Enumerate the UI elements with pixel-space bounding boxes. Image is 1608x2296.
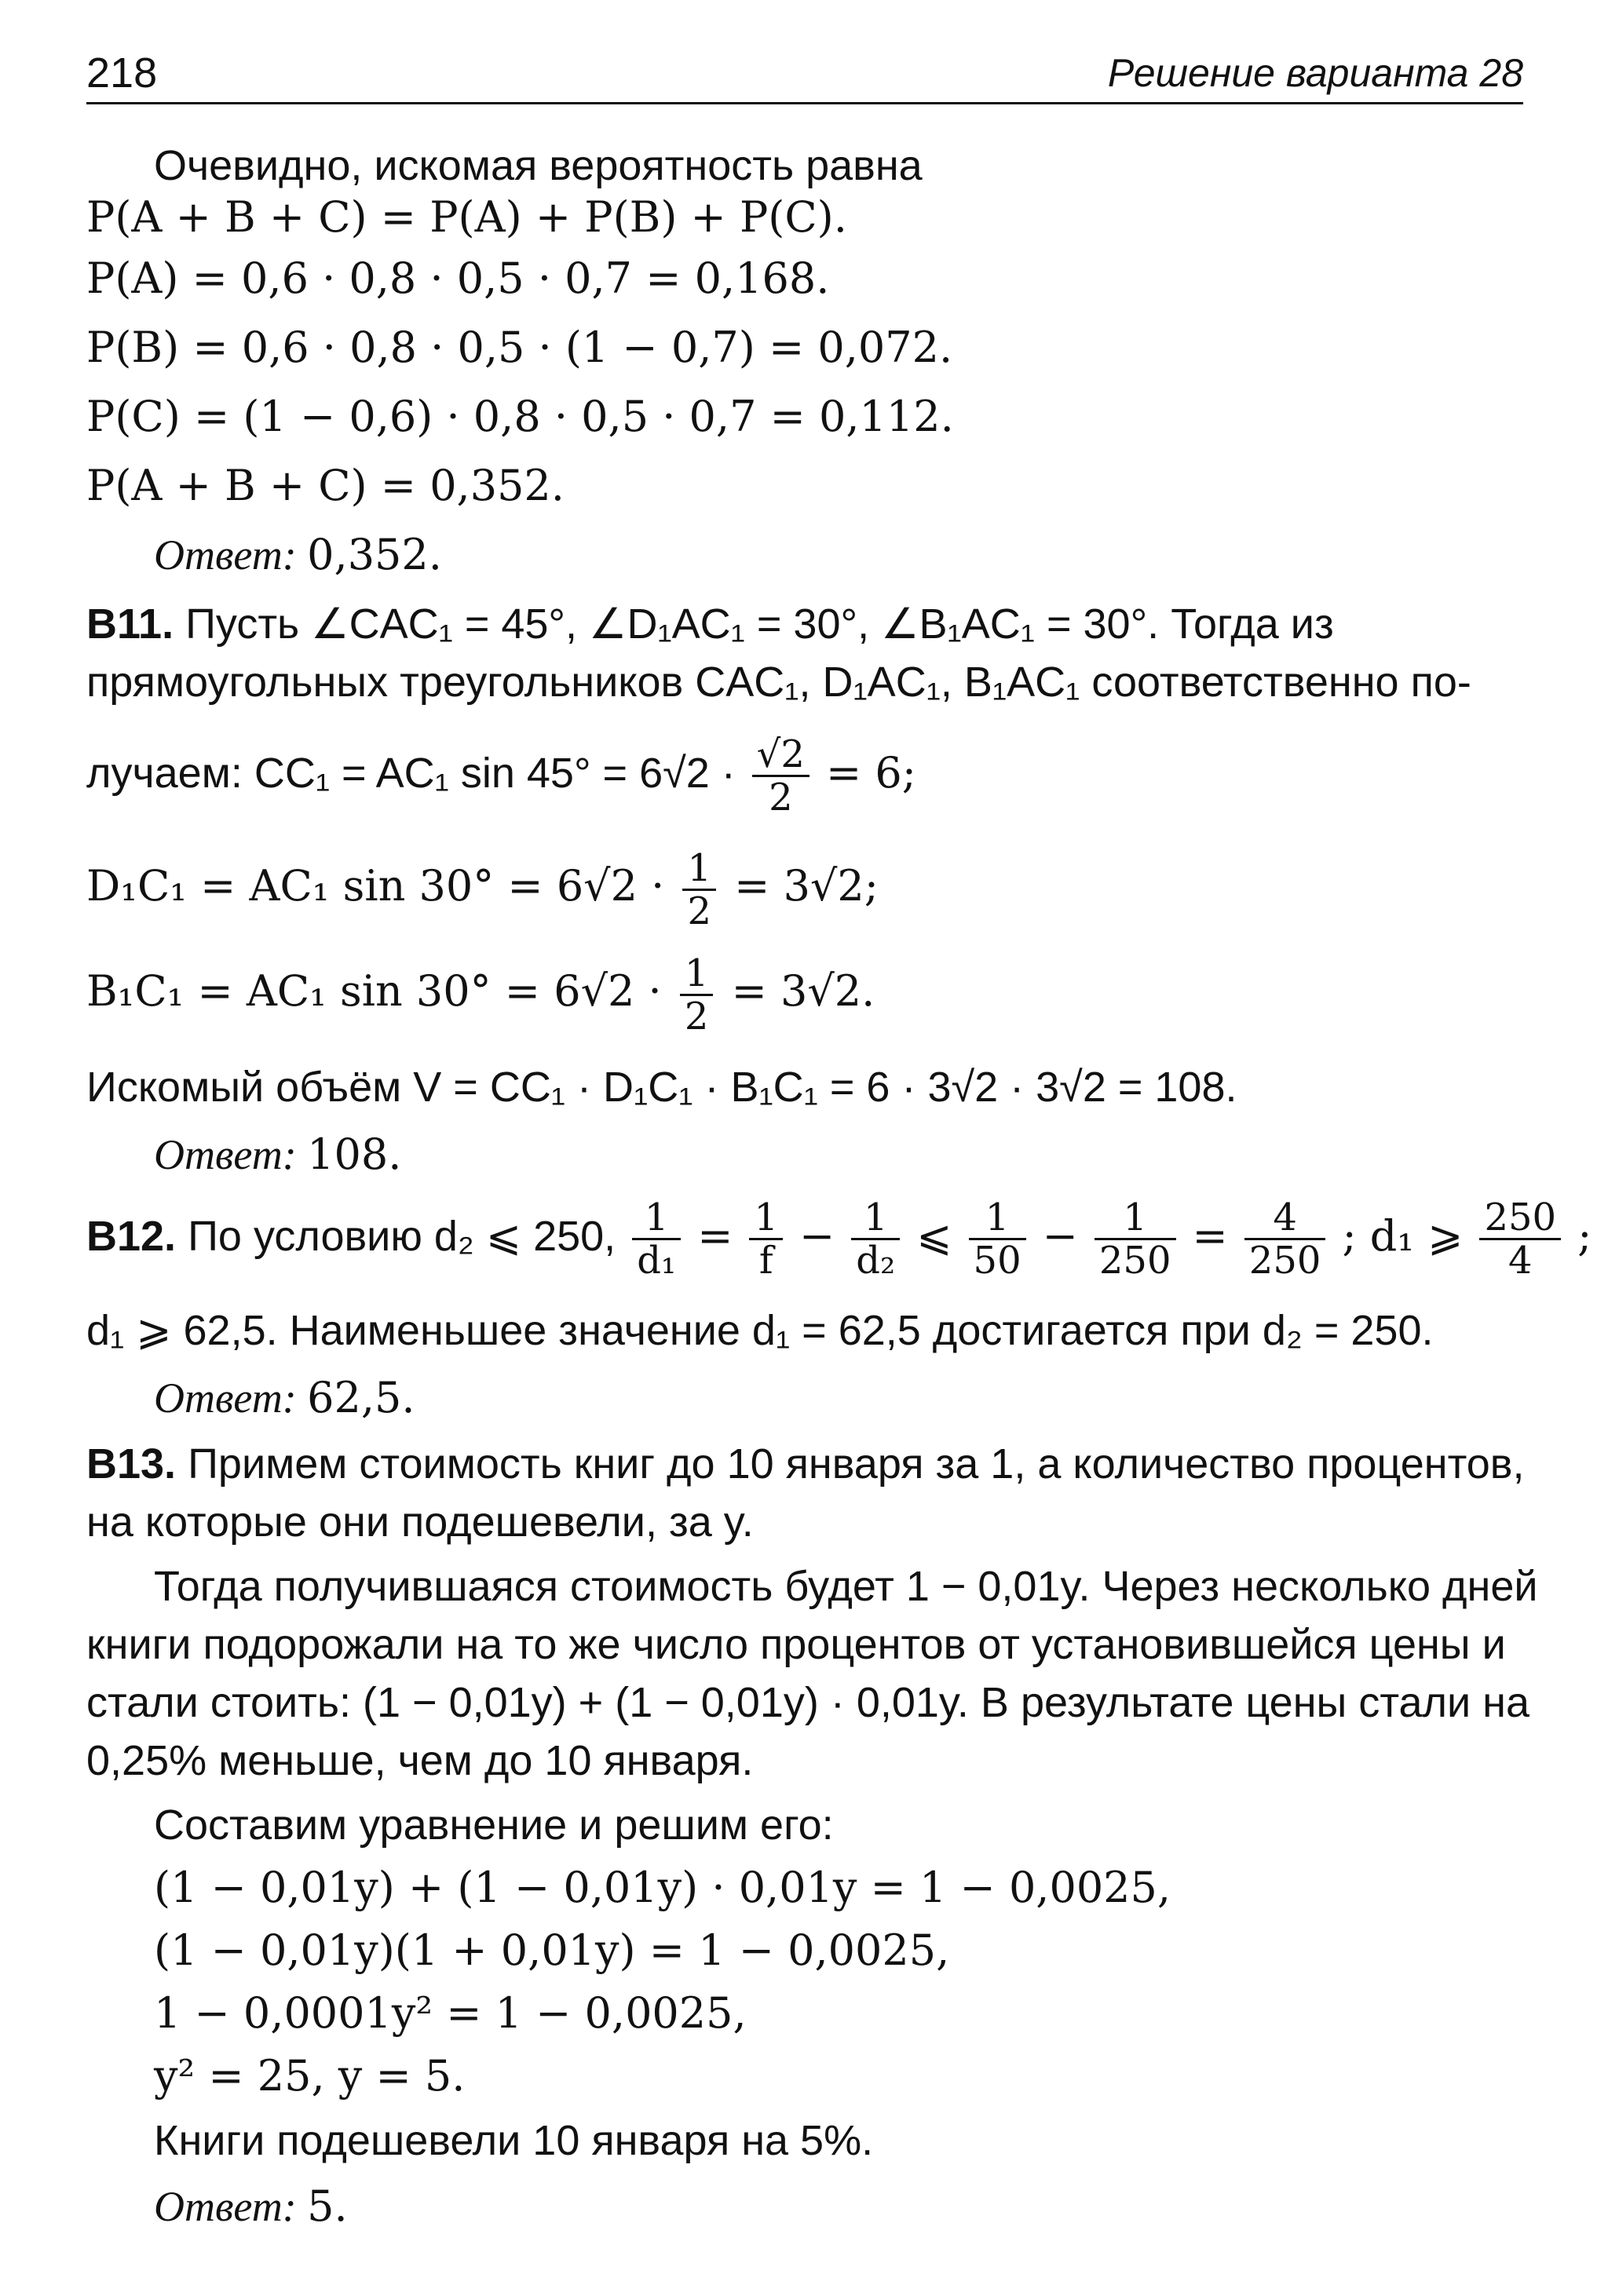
answer-line: [154, 1129, 1591, 1181]
fraction-denominator: d₂: [856, 1239, 896, 1283]
fraction-denominator: 2: [687, 889, 711, 933]
text-line: прямоугольных треугольников CAC₁, D₁AC₁, B₁AC₁ соответственно по-: [86, 659, 1471, 706]
fraction: [749, 1197, 783, 1281]
operator: =: [697, 1211, 733, 1261]
fraction: [1479, 1197, 1561, 1281]
formula-line: [86, 730, 1523, 818]
running-head: Решение варианта 28: [1107, 51, 1523, 95]
text-line: книги подорожали на то же число процентов от установившейся цены и: [86, 1621, 1506, 1668]
answer-label: Ответ:: [154, 2183, 297, 2230]
fraction-numerator: 1: [1095, 1197, 1176, 1240]
fraction-numerator: 1: [682, 848, 716, 891]
text-span: = 3√2;: [734, 861, 879, 911]
fraction-denominator: 4: [1508, 1239, 1533, 1283]
fraction-numerator: 1: [680, 953, 714, 996]
formula-line: [86, 948, 1523, 1037]
fraction: [682, 845, 716, 933]
text-line: d₁ ⩾ 62,5. Наименьшее значение d₁ = 62,5 достигается при d₂ = 250.: [86, 1307, 1434, 1354]
fraction: [969, 1197, 1026, 1281]
text-span: Пусть ∠CAC₁ = 45°, ∠D₁AC₁ = 30°, ∠B₁AC₁ = 30°. Тогда из: [185, 600, 1334, 648]
fraction-denominator: 250: [1098, 1239, 1171, 1283]
formula-line: 1 − 0,0001y² = 1 − 0,0025,: [154, 1988, 747, 2038]
answer-value: 62,5.: [307, 1373, 415, 1422]
text-span: По условию d₂ ⩽ 250,: [188, 1213, 616, 1260]
operator: =: [1192, 1211, 1228, 1261]
answer-label: Ответ:: [154, 1374, 297, 1422]
problem-b11: [86, 598, 1523, 650]
answer-line: [154, 1372, 1591, 1424]
fraction-denominator: 50: [973, 1239, 1021, 1283]
problem-b13: [86, 1438, 1523, 1490]
text-line: Книги подешевели 10 января на 5%.: [154, 2117, 874, 2164]
answer-value: 5.: [307, 2181, 348, 2231]
answer-value: 0,352.: [307, 530, 442, 579]
text-line: стали стоить: (1 − 0,01y) + (1 − 0,01y) · 0,01y. В результате цены стали на: [86, 1679, 1530, 1726]
fraction-denominator: 2: [769, 776, 793, 820]
page-number: 218: [86, 49, 158, 97]
fraction-denominator: d₁: [637, 1239, 677, 1283]
fraction-numerator: √2: [752, 734, 809, 777]
answer-line: [154, 2181, 1591, 2232]
operator: −: [799, 1211, 835, 1261]
fraction: [1095, 1197, 1176, 1281]
answer-label: Ответ:: [154, 531, 297, 579]
text-span: = 6;: [825, 748, 916, 798]
formula-line: (1 − 0,01y) + (1 − 0,01y) · 0,01y = 1 − 0,0025,: [154, 1863, 1171, 1912]
text-line: Очевидно, искомая вероятность равна: [154, 142, 923, 189]
text-span: Примем стоимость книг до 10 января за 1, а количество процентов,: [188, 1440, 1525, 1487]
text-span: лучаем: CC₁ = AC₁ sin 45° = 6√2 ·: [86, 750, 736, 797]
text-line: Искомый объём V = CC₁ · D₁C₁ · B₁C₁ = 6 · 3√2 · 3√2 = 108.: [86, 1064, 1237, 1111]
fraction: [680, 953, 714, 1037]
formula-line: P(A) = 0,6 · 0,8 · 0,5 · 0,7 = 0,168.: [86, 254, 830, 303]
formula-line: y² = 25, y = 5.: [154, 2051, 466, 2101]
text-line: Составим уравнение и решим его:: [154, 1801, 834, 1849]
text-span: ; d₁ ⩾: [1342, 1211, 1464, 1261]
text-line: на которые они подешевели, за y.: [86, 1498, 754, 1546]
text-span: D₁C₁ = AC₁ sin 30° = 6√2 ·: [86, 861, 665, 911]
fraction: [851, 1197, 900, 1281]
operator: ⩽: [916, 1211, 952, 1261]
page-header: [86, 38, 1523, 104]
formula-line: P(B) = 0,6 · 0,8 · 0,5 · (1 − 0,7) = 0,072.: [86, 323, 953, 372]
fraction-denominator: 2: [684, 994, 709, 1038]
fraction: [752, 734, 809, 818]
problem-label: B13.: [86, 1440, 177, 1487]
fraction-denominator: 250: [1248, 1239, 1321, 1283]
text-line: 0,25% меньше, чем до 10 января.: [86, 1737, 754, 1784]
fraction-numerator: 1: [632, 1197, 681, 1240]
fraction-numerator: 1: [851, 1197, 900, 1240]
problem-b12: [86, 1193, 1592, 1283]
answer-value: 108.: [307, 1130, 402, 1179]
answer-line: [154, 529, 1591, 581]
problem-label: B11.: [86, 600, 174, 648]
text-span: = 3√2.: [731, 966, 875, 1016]
fraction: [632, 1197, 681, 1281]
operator: −: [1042, 1211, 1078, 1261]
formula-line: P(A + B + C) = 0,352.: [86, 461, 565, 510]
fraction: [1244, 1197, 1326, 1281]
answer-label: Ответ:: [154, 1131, 297, 1178]
text-span: B₁C₁ = AC₁ sin 30° = 6√2 ·: [86, 966, 662, 1016]
fraction-numerator: 4: [1244, 1197, 1326, 1240]
fraction-numerator: 1: [749, 1197, 783, 1240]
formula-line: P(C) = (1 − 0,6) · 0,8 · 0,5 · 0,7 = 0,112.: [86, 392, 954, 441]
formula-line: (1 − 0,01y)(1 + 0,01y) = 1 − 0,0025,: [154, 1926, 950, 1975]
fraction-denominator: f: [758, 1239, 773, 1283]
fraction-numerator: 250: [1479, 1197, 1561, 1240]
operator: ;: [1577, 1211, 1592, 1261]
text-line: Тогда получившаяся стоимость будет 1 − 0,01y. Через несколько дней: [154, 1563, 1538, 1610]
formula-line: [86, 843, 1523, 932]
fraction-numerator: 1: [969, 1197, 1026, 1240]
problem-label: B12.: [86, 1213, 177, 1260]
formula-line: P(A + B + C) = P(A) + P(B) + P(C).: [86, 192, 847, 242]
